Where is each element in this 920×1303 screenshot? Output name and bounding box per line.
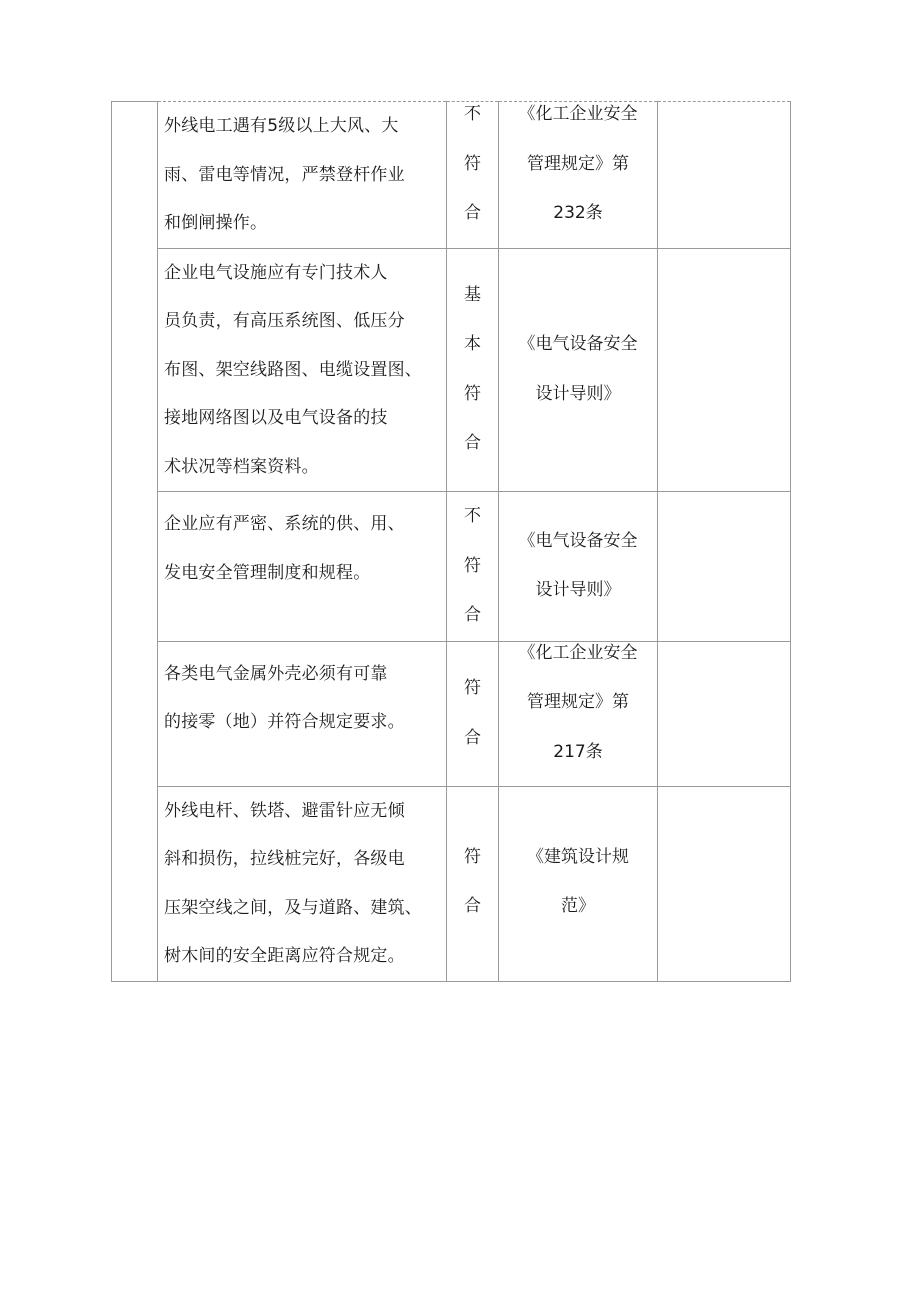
item-text [158,642,446,747]
item-line: 企业电气设施应有专门技术人 [164,262,388,283]
item-cell [158,492,447,642]
note-cell [658,102,791,249]
item-line: 布图、架空线路图、电缆设置图、 [164,359,422,380]
basis-line: 《化工企业安全 [518,104,638,124]
result-cell [447,786,499,981]
basis-line: 232条 [553,203,603,223]
result-char: 合 [464,727,481,748]
result-char: 符 [464,153,481,174]
basis-cell [499,248,658,492]
result-char: 本 [464,334,481,355]
basis-cell [499,102,658,249]
item-line: 雨、雷电等情况，严禁登杆作业 [164,164,405,185]
basis-text [499,629,657,778]
note-cell [658,248,791,492]
note-cell [658,492,791,642]
item-line: 外线电工遇有5级以上大风、大 [164,116,399,136]
item-cell [158,786,447,981]
result-text [447,787,498,932]
item-line: 的接零（地）并符合规定要求。 [164,712,405,732]
category-cell [112,102,158,982]
basis-cell [499,786,658,981]
note-cell [658,641,791,786]
basis-line: 管理规定》第 [527,153,629,174]
item-line: 发电安全管理制度和规程。 [164,562,371,583]
note-cell [658,786,791,981]
result-cell [447,641,499,786]
item-line: 术状况等档案资料。 [164,456,319,477]
result-char: 基 [464,284,481,305]
basis-line: 管理规定》第 [527,692,629,712]
result-cell [447,248,499,492]
item-text [158,102,446,248]
table-row [112,492,791,642]
item-line: 各类电气金属外壳必须有可靠 [164,663,388,684]
item-cell [158,641,447,786]
item-cell [158,102,447,249]
item-line: 压架空线之间，及与道路、建筑、 [164,897,422,918]
inspection-table [111,101,791,982]
item-line: 员负责，有高压系统图、低压分 [164,311,405,331]
result-char: 符 [464,383,481,404]
table-row [112,102,791,249]
basis-line: 217条 [553,741,603,762]
basis-line: 《建筑设计规 [527,846,629,867]
basis-text [499,787,657,932]
result-char: 符 [464,678,481,698]
item-text [158,249,446,492]
result-char: 符 [464,846,481,867]
basis-line: 设计导则》 [535,383,621,404]
result-char: 不 [464,104,481,124]
result-text [447,90,498,239]
result-char: 符 [464,555,481,576]
item-line: 企业应有严密、系统的供、用、 [164,514,405,534]
item-text [158,492,446,597]
basis-line: 《电气设备安全 [518,334,638,355]
result-char: 合 [464,203,481,223]
item-text [158,787,446,981]
item-line: 树木间的安全距离应符合规定。 [164,946,405,966]
basis-line: 《电气设备安全 [518,530,638,551]
item-line: 外线电杆、铁塔、避雷针应无倾 [164,800,405,821]
result-text [447,271,498,469]
item-line: 斜和损伤，拉线桩完好，各级电 [164,849,405,869]
item-line: 接地网络图以及电气设备的技 [164,408,388,428]
basis-cell [499,641,658,786]
basis-cell [499,492,658,642]
result-cell [447,492,499,642]
result-char: 不 [464,506,481,526]
result-char: 合 [464,433,481,454]
basis-text [499,517,657,616]
table-row [112,248,791,492]
basis-text [499,320,657,419]
result-char: 合 [464,896,481,916]
item-line: 和倒闸操作。 [164,213,268,233]
table-row [112,786,791,981]
basis-line: 设计导则》 [535,580,621,601]
table-row [112,641,791,786]
result-char: 合 [464,605,481,625]
basis-line: 范》 [561,896,595,916]
basis-text [499,90,657,239]
result-text [447,492,498,641]
item-cell [158,248,447,492]
result-cell [447,102,499,249]
basis-line: 《化工企业安全 [518,642,638,663]
result-text [447,664,498,763]
